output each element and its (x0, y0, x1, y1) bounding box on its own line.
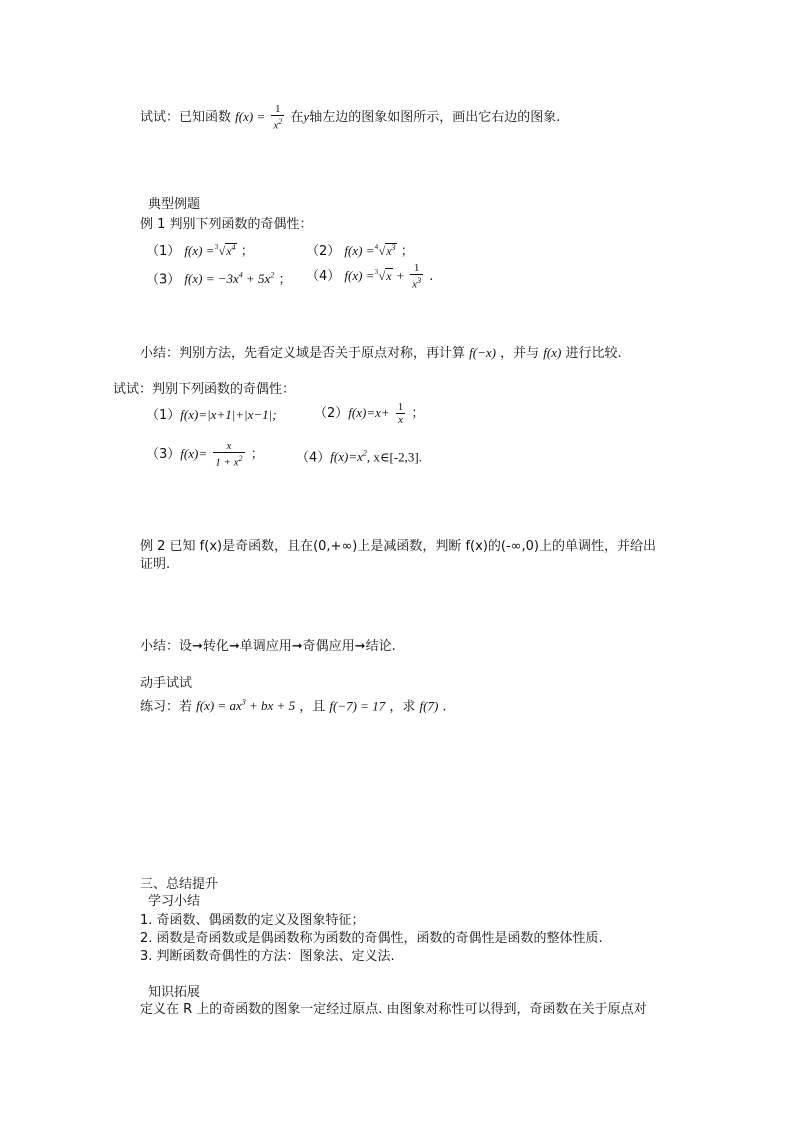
section-3-heading: 三、总结提升 (140, 877, 219, 892)
section-heading-examples: 典型例题 (148, 197, 201, 212)
example-1-item-4: （4） f(x) = 3 √x + $\frac{1}{x^3}$ . (306, 262, 434, 291)
summary-point-2: 2. 函数是奇函数或是偶函数称为函数的奇偶性，函数的奇偶性是函数的整体性质. (140, 931, 603, 946)
summary-steps: 小结：设➞转化➞单调应用➞奇偶应用➞结论. (140, 639, 396, 654)
example-1-item-3: （3） $f(x) = -3x^4 + 5x^2$ ； (146, 271, 292, 288)
knowledge-extension-heading: 知识拓展 (148, 985, 201, 1000)
hands-on-heading: 动手试试 (140, 676, 193, 691)
example-1-item-2: （2） f(x) = 4 $√x^3$ ； (306, 243, 414, 259)
example-2-line-2: 证明. (140, 557, 171, 572)
try-2-item-2: （2）f(x)=x+ $\frac{1}{x}$ ； (314, 401, 425, 426)
fraction-one-over-x-squared: $\frac{1}{x^2}$ (273, 103, 283, 132)
summary-point-3: 3. 判断函数奇偶性的方法：图象法、定义法. (140, 949, 395, 964)
summary-point-1: 1. 奇函数、偶函数的定义及图象特征； (140, 913, 365, 928)
try-2-item-3: （3）f(x)= $\frac{x}{1 + x^2}$ ； (146, 440, 264, 469)
try-known-function-line: 试试：已知函数 f(x) = $\frac{1}{x^2}$ 在y轴左边的图象如图所示，画出它右边的图象. (140, 103, 561, 132)
example-1-title: 例 1 判别下列函数的奇偶性： (140, 217, 313, 232)
try-2-title: 试试：判别下列函数的奇偶性： (113, 382, 296, 397)
knowledge-extension-text: 定义在 R 上的奇函数的图象一定经过原点. 由图象对称性可以得到，奇函数在关于原点对 (140, 1002, 647, 1017)
example-1-item-1: （1） f(x) = 3 $√x^4$ ； (146, 243, 254, 259)
try-2-item-4: $(4)f(x)=x^2$, x∈[-2,3]. (296, 449, 422, 466)
practice-line: 练习：若 $f(x) = ax^3$ + bx + 5 ，且 f(−7) = 17 ，求 f(7) . (140, 698, 447, 715)
example-2-line-1: 例 2 已知 f(x)是奇函数，且在(0,+∞)上是减函数，判断 f(x)的(-∞,0)上的单调性，并给出 (140, 539, 656, 554)
summary-judgement-method: 小结：判别方法，先看定义域是否关于原点对称，再计算 f(−x) ，并与 f(x) 进行比较. (140, 345, 622, 361)
function-expression: f(x) = (235, 108, 266, 124)
try-2-item-1: （1）f(x)=|x+1|+|x−1|; (146, 407, 277, 423)
study-summary-heading: 学习小结 (148, 894, 201, 909)
